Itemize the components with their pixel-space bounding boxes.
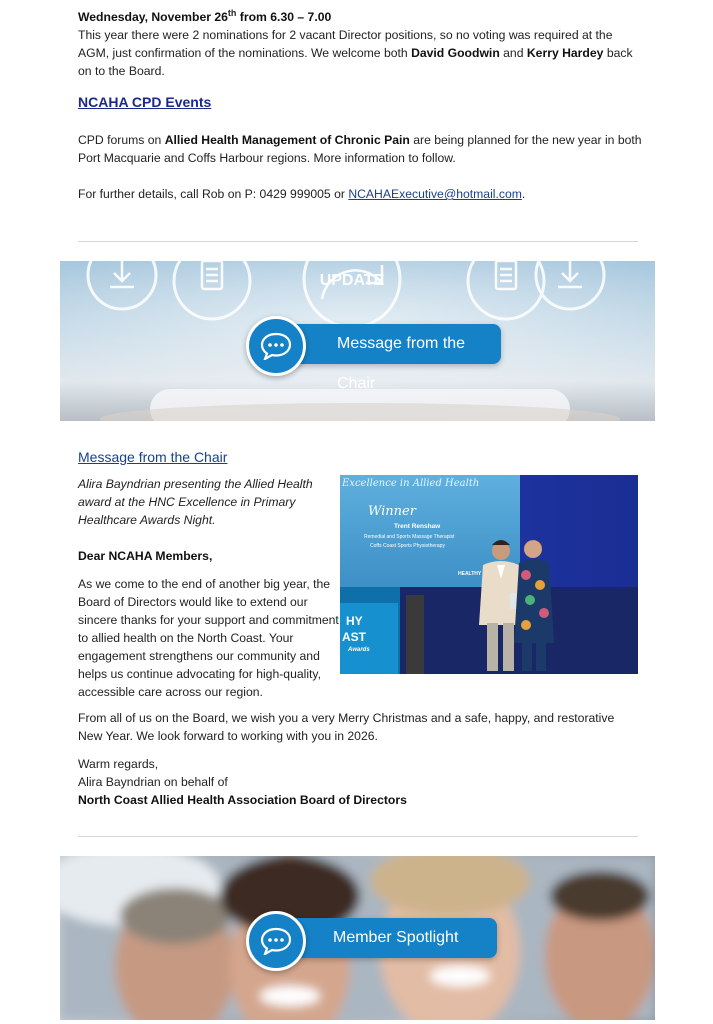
- cpd-section: [78, 93, 643, 203]
- cpd-forum-text: [78, 131, 643, 167]
- email-link[interactable]: NCAHAExecutive@hotmail.com: [348, 187, 522, 201]
- chair-banner-label: Message from the Chair: [337, 335, 466, 392]
- spotlight-banner-label: Member Spotlight: [333, 929, 459, 946]
- winner-name: Trent Renshaw: [394, 523, 441, 530]
- org-name-text: North Coast Allied Health Association Board of Directors: [78, 793, 407, 807]
- photo-caption: Alira Bayndrian presenting the Allied Health award at the HNC Excellence in Primary Healthcare Awards Night.: [78, 477, 313, 527]
- agm-time: from 6.30 – 7.00: [236, 10, 332, 25]
- cpd-rest: are being planned for the new year in both Port Macquarie and Coffs Harbour regions. More information to follow.: [78, 133, 642, 165]
- chair-paragraph-1: As we come to the end of another big year, the Board of Directors would like to extend our sincere thanks for your support and commitment to allied health on the North Coast. Your engagement strengthens our community and helps us continue advocating for high-quality, accessible care across our region.: [78, 577, 339, 699]
- podium-text: HY AST Awards: [342, 614, 370, 653]
- chat-bubble-icon: [246, 911, 306, 971]
- update-text: UPDATE: [319, 272, 385, 289]
- agm-date-sup: th: [227, 8, 237, 18]
- cpd-contact: [78, 185, 643, 203]
- screen-logo: HEALTHY: [458, 571, 482, 577]
- chair-banner: [60, 261, 655, 421]
- agm-section: [78, 4, 643, 80]
- agm-nominations: [78, 26, 643, 80]
- chair-section: [78, 448, 643, 467]
- chair-banner-pill: [275, 324, 501, 392]
- divider-1: [78, 241, 638, 242]
- spotlight-banner-pill: [275, 918, 497, 958]
- chat-bubble-icon: [246, 316, 306, 376]
- chair-link[interactable]: Message from the Chair: [78, 449, 228, 465]
- cpd-intro: CPD forums on: [78, 133, 165, 147]
- agm-date: [78, 4, 643, 26]
- chair-text-column: [78, 475, 340, 701]
- signoff: Warm regards,: [78, 757, 159, 771]
- winner-label: Winner: [368, 504, 416, 519]
- signer: Alira Bayndrian on behalf of: [78, 775, 228, 789]
- cpd-topic: Allied Health Management of Chronic Pain: [164, 133, 410, 147]
- spotlight-banner: [60, 856, 655, 1020]
- cpd-contact-prefix: For further details, call Rob on P: 0429 999005 or: [78, 187, 349, 201]
- award-photo: [340, 475, 638, 674]
- org-name: [78, 791, 640, 809]
- divider-2: [78, 836, 638, 837]
- winner-clinic: Coffs Coast Sports Physiotherapy: [370, 543, 445, 549]
- award-photo-graphic: [340, 475, 638, 674]
- agm-tail: back on to the Board.: [78, 46, 633, 79]
- chair-paragraph-2: From all of us on the Board, we wish you a very Merry Christmas and a safe, happy, and restorative New Year. We look forward to working with you in 2026.: [78, 711, 615, 743]
- agm-and: and: [499, 46, 527, 61]
- director-name-2: Kerry Hardey: [526, 46, 604, 61]
- salutation-text: Dear NCAHA Members,: [78, 549, 213, 563]
- agm-nominations-text: This year there were 2 nominations for 2 vacant Director positions, so no voting was required at the AGM, just confirmation of the nominations. We welcome both: [78, 28, 613, 61]
- agm-date-main: Wednesday, November 26: [78, 10, 228, 25]
- screen-title: Excellence in Allied Health: [342, 478, 480, 489]
- salutation: [78, 547, 340, 565]
- director-name-1: David Goodwin: [411, 46, 500, 61]
- cpd-heading-link[interactable]: NCAHA CPD Events: [78, 94, 212, 110]
- cpd-contact-suffix: .: [521, 187, 526, 201]
- winner-role: Remedial and Sports Massage Therapist: [364, 534, 455, 540]
- chair-continued: [78, 709, 640, 809]
